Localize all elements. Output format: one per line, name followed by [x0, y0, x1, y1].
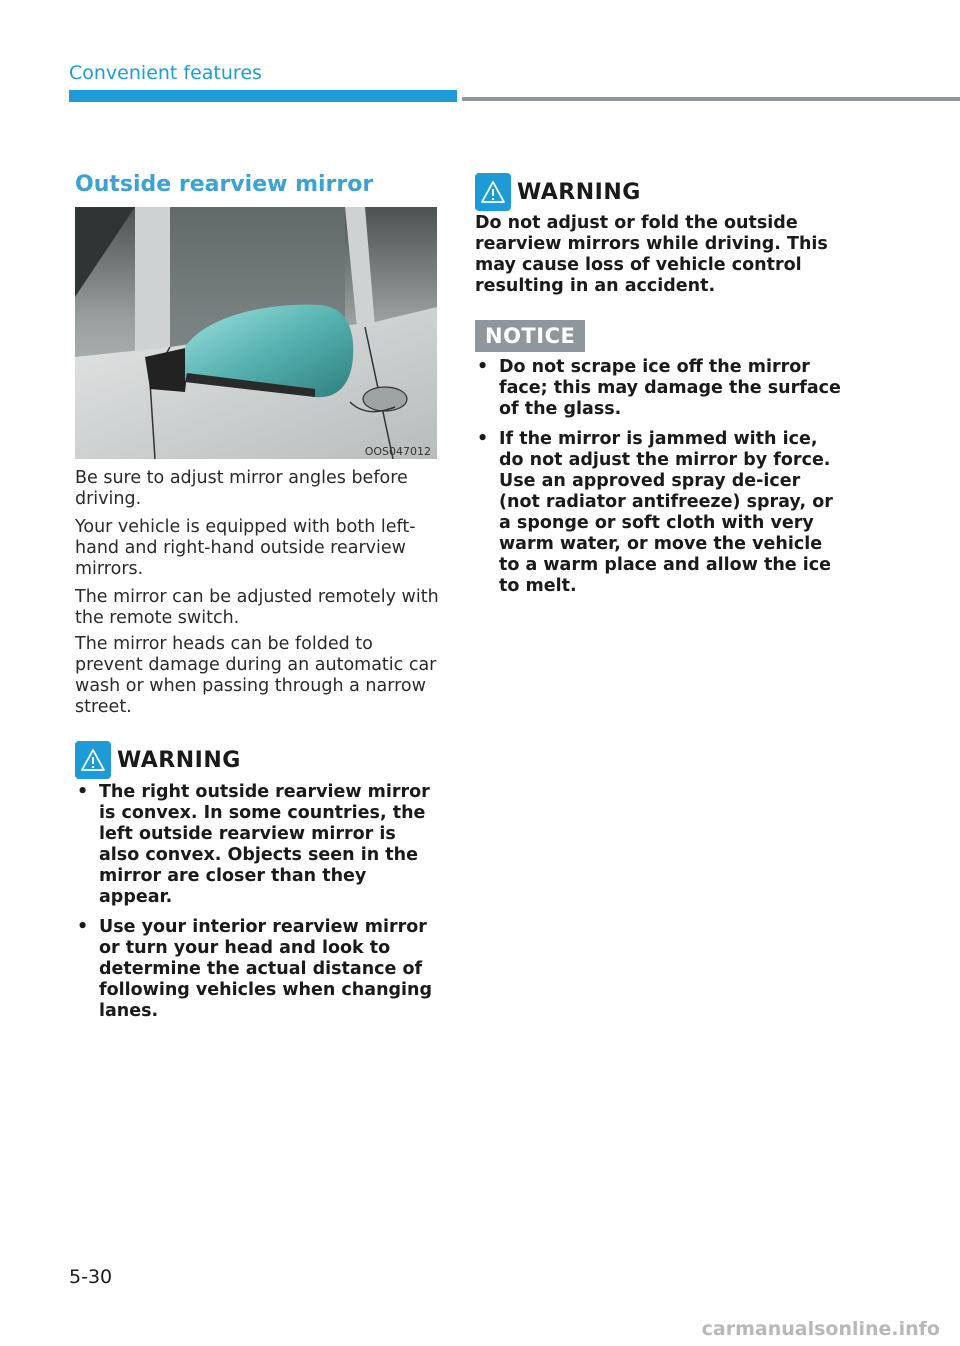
list-item: • Use your interior rearview mirror or turn your head and look to determine the actual distance of following vehicles when changing lanes. [75, 917, 440, 1022]
header-title: Convenient features [69, 62, 262, 84]
paragraph-both-mirrors: Your vehicle is equipped with both left-hand and right-hand outside rearview mirrors. [75, 517, 416, 579]
list-item: • The right outside rearview mirror is convex. In some countries, the left outside rearview mirror is also convex. Objects seen in the mirror are closer than they appear. [75, 782, 440, 908]
paragraph-adjust-angles: Be sure to adjust mirror angles before driving. [75, 468, 408, 509]
section-title: Outside rearview mirror [75, 172, 374, 197]
page-number: 5-30 [69, 1266, 113, 1288]
warning-label-right: WARNING [517, 179, 641, 205]
notice-list [475, 357, 845, 606]
figure-code: OOS047012 [364, 445, 431, 458]
warning-text-right: Do not adjust or fold the outside rearview mirrors while driving. This may cause loss of vehicle control resulting in an accident. [475, 213, 828, 296]
warning-label-left: WARNING [117, 747, 241, 773]
paragraph-fold-heads: The mirror heads can be folded to prevent damage during an automatic car wash or when passing through a narrow street. [75, 634, 437, 717]
warning-header-right [475, 173, 641, 211]
warning-triangle-icon [75, 741, 111, 779]
list-item: • Do not scrape ice off the mirror face; this may damage the surface of the glass. [475, 357, 845, 420]
car-mirror-image [75, 207, 437, 459]
notice-badge: NOTICE [475, 320, 585, 352]
mirror-illustration [75, 207, 437, 459]
warning-triangle-icon [475, 173, 511, 211]
header-divider-bar [462, 97, 960, 101]
watermark: carmanualsonline.info [701, 1318, 940, 1340]
warning-list-left [75, 782, 440, 1031]
header-accent-bar [69, 90, 457, 102]
warning-header-left [75, 741, 241, 779]
list-item: • If the mirror is jammed with ice, do not adjust the mirror by force. Use an approved spray de-icer (not radiator antifreeze) spray, or a sponge or soft cloth with very warm water, or move the vehicle to a warm place and allow the ice to melt. [475, 429, 845, 597]
paragraph-remote-switch: The mirror can be adjusted remotely with the remote switch. [75, 587, 439, 628]
